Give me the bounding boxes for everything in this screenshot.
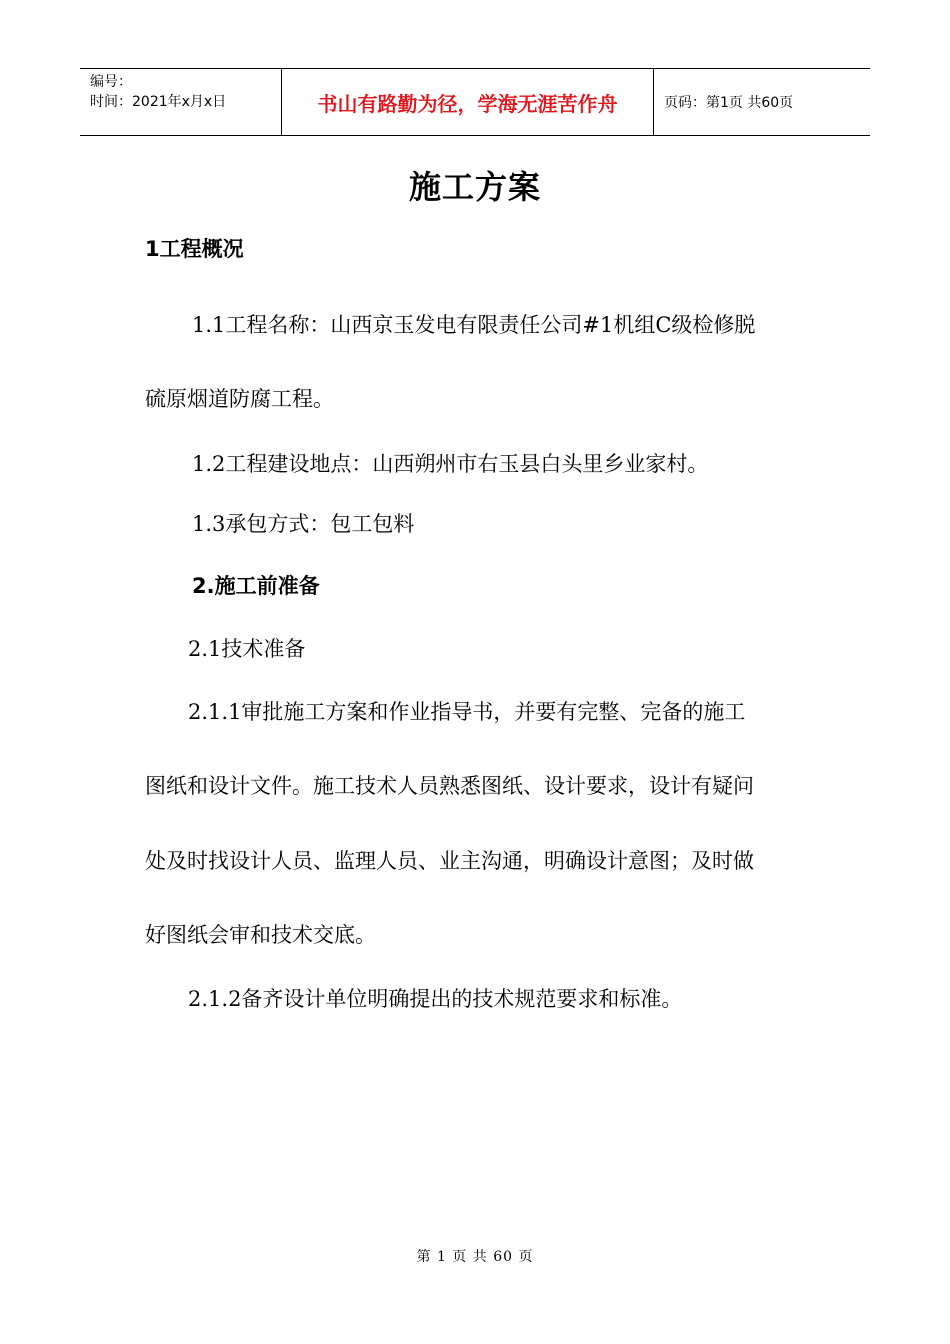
paragraph-line: 好图纸会审和技术交底。	[145, 923, 376, 947]
header-page-info: 页码：第1页 共60页	[664, 95, 794, 111]
paragraph-line: 处及时找设计人员、监理人员、业主沟通，明确设计意图；及时做	[145, 849, 754, 873]
header-motto: 书山有路勤为径，学海无涯苦作舟	[317, 91, 618, 116]
document-title: 施工方案	[408, 168, 541, 206]
paragraph-line: 1.3承包方式：包工包料	[192, 512, 415, 536]
header-page-cell	[654, 69, 870, 135]
paragraph-line: 2.1.1审批施工方案和作业指导书，并要有完整、完备的施工	[188, 700, 746, 724]
header-meta-cell	[80, 69, 281, 135]
document-number-label: 编号：	[90, 74, 132, 90]
section-heading-2: 2.施工前准备	[192, 574, 320, 598]
subsection-heading: 2.1技术准备	[188, 637, 306, 661]
section-heading-1: 1工程概况	[145, 237, 244, 261]
header-table	[80, 68, 870, 136]
paragraph-line: 1.1工程名称：山西京玉发电有限责任公司#1机组C级检修脱	[192, 313, 756, 337]
document-date: 时间：2021年x月x日	[90, 94, 227, 110]
paragraph-line: 2.1.2备齐设计单位明确提出的技术规范要求和标准。	[188, 987, 683, 1011]
header-motto-cell	[281, 69, 654, 135]
page-footer: 第 1 页 共 60 页	[416, 1249, 534, 1265]
paragraph-line: 图纸和设计文件。施工技术人员熟悉图纸、设计要求，设计有疑问	[145, 774, 754, 798]
paragraph-line: 硫原烟道防腐工程。	[145, 387, 334, 411]
paragraph-line: 1.2工程建设地点：山西朔州市右玉县白头里乡业家村。	[192, 452, 709, 476]
